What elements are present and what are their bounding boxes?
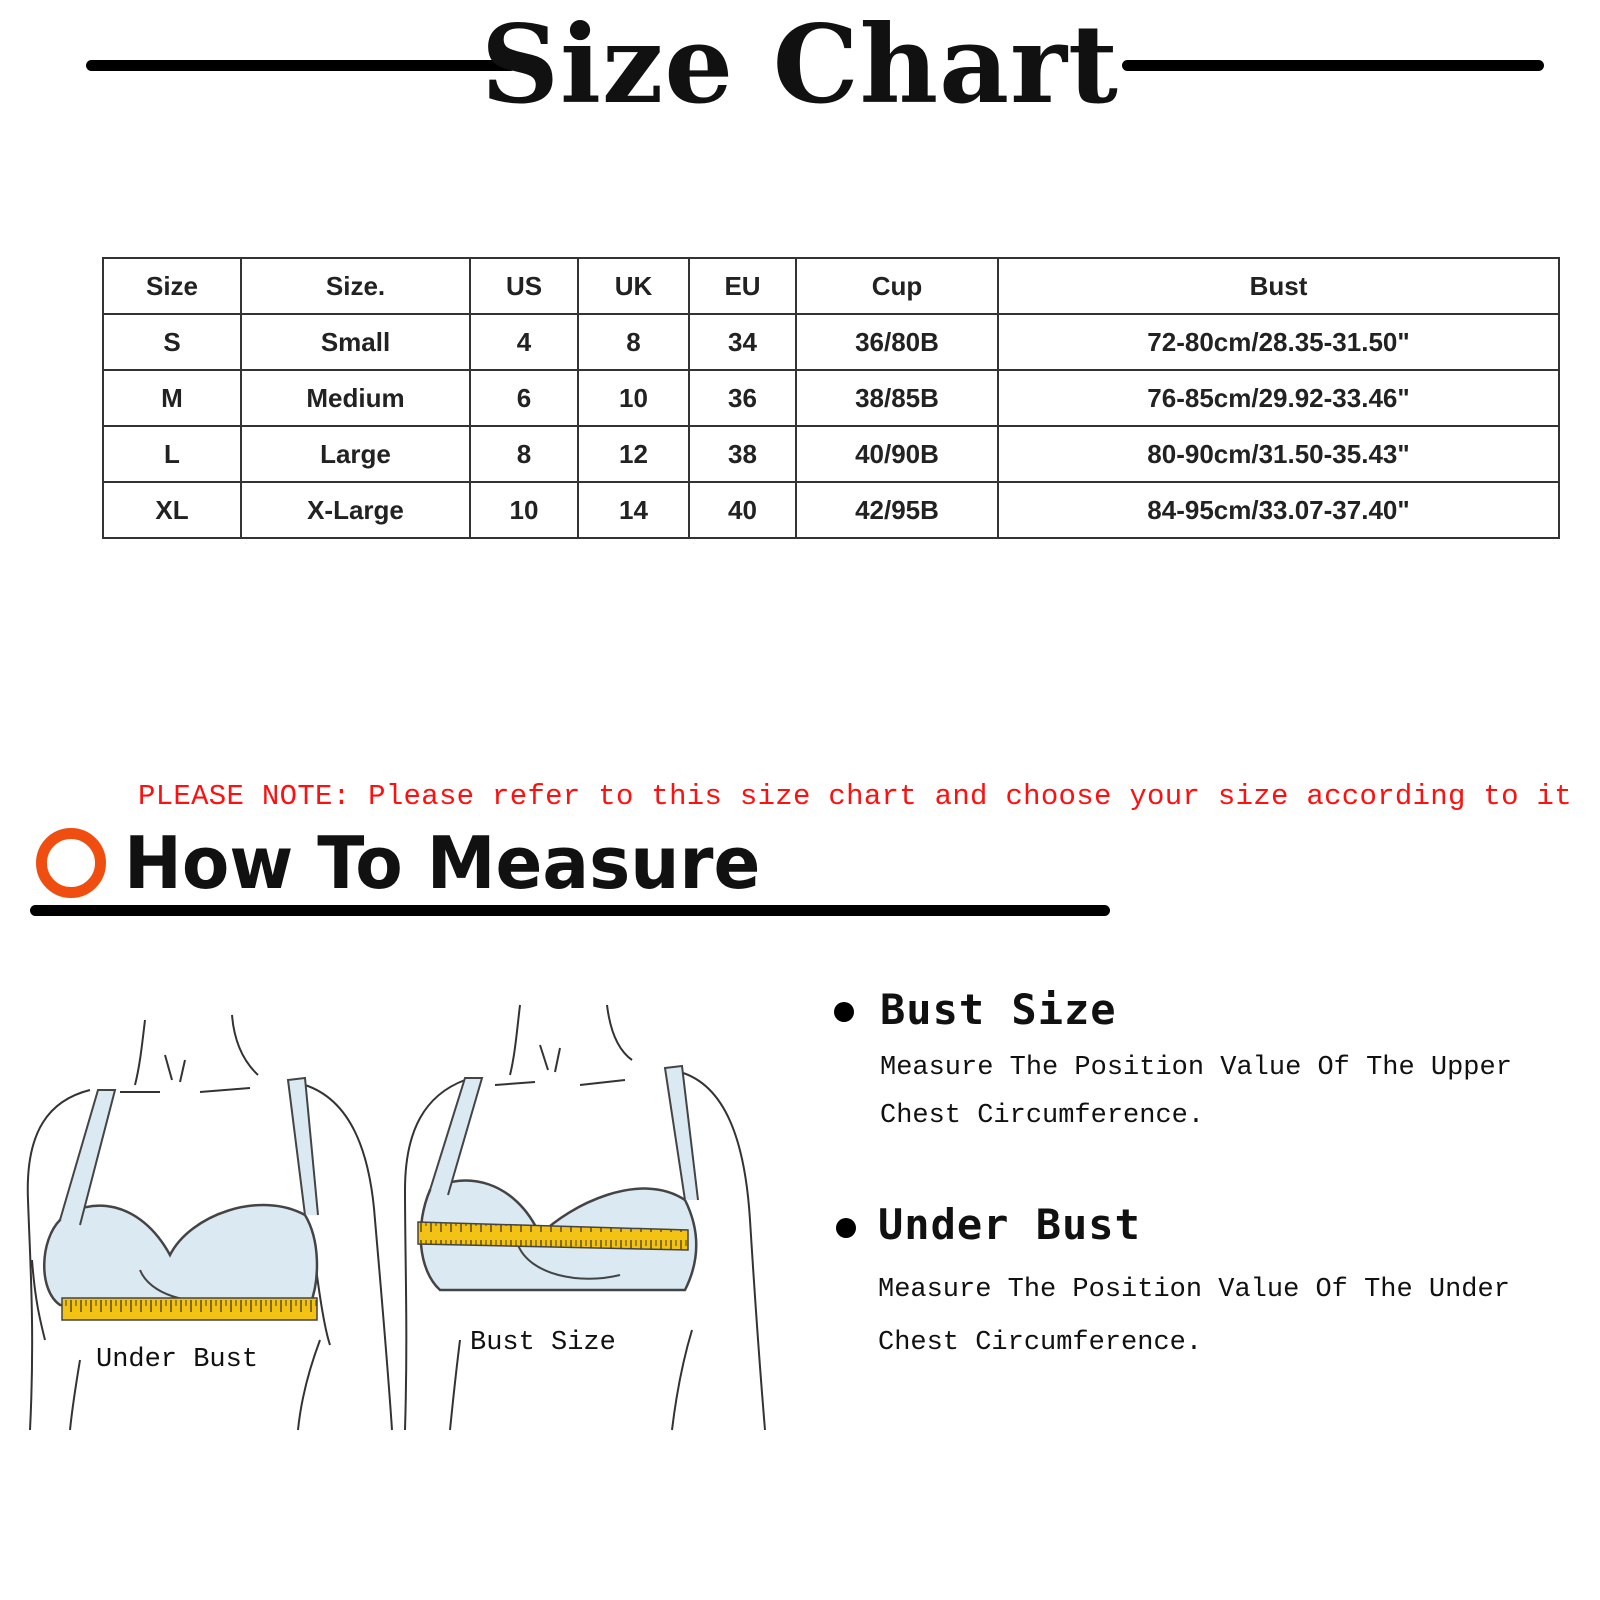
under-bust-bra — [44, 1078, 318, 1320]
table-cell: Large — [241, 426, 470, 482]
table-cell: 76-85cm/29.92-33.46" — [998, 370, 1559, 426]
bust-size-bra — [418, 1066, 698, 1290]
bust-size-description-line2: Chest Circumference. — [880, 1101, 1205, 1131]
column-header-size: Size — [103, 258, 241, 314]
bust-size-figure-label: Bust Size — [470, 1328, 616, 1358]
table-cell: 36 — [689, 370, 796, 426]
under-bust-description-line1: Measure The Position Value Of The Under — [878, 1275, 1510, 1305]
column-header-us: US — [470, 258, 578, 314]
orange-ring-icon — [36, 828, 106, 898]
table-cell: L — [103, 426, 241, 482]
table-cell: 10 — [470, 482, 578, 538]
title-rule-right — [1122, 60, 1544, 71]
table-cell: 38 — [689, 426, 796, 482]
table-row — [103, 314, 1559, 370]
bullet-icon — [834, 1002, 854, 1022]
table-cell: 38/85B — [796, 370, 998, 426]
bust-size-description-line1: Measure The Position Value Of The Upper — [880, 1053, 1512, 1083]
measuring-tape — [62, 1298, 317, 1320]
table-cell: M — [103, 370, 241, 426]
table-cell: S — [103, 314, 241, 370]
table-row — [103, 370, 1559, 426]
measurement-figures — [20, 1000, 810, 1470]
table-row — [103, 482, 1559, 538]
table-cell: 14 — [578, 482, 689, 538]
table-cell: 42/95B — [796, 482, 998, 538]
table-cell: 36/80B — [796, 314, 998, 370]
table-cell: 40 — [689, 482, 796, 538]
table-header-row — [103, 258, 1559, 314]
bust-size-heading: Bust Size — [880, 985, 1117, 1034]
table-cell: 8 — [470, 426, 578, 482]
table-cell: X-Large — [241, 482, 470, 538]
table-cell: 4 — [470, 314, 578, 370]
table-cell: 10 — [578, 370, 689, 426]
bra-illustrations — [20, 1000, 810, 1470]
size-table — [102, 257, 1560, 539]
table-cell: Medium — [241, 370, 470, 426]
under-bust-heading: Under Bust — [878, 1200, 1141, 1249]
table-cell: 12 — [578, 426, 689, 482]
table-cell: 72-80cm/28.35-31.50" — [998, 314, 1559, 370]
table-row — [103, 426, 1559, 482]
table-cell: 80-90cm/31.50-35.43" — [998, 426, 1559, 482]
column-header-bust: Bust — [998, 258, 1559, 314]
bullet-icon — [836, 1218, 856, 1238]
page-title: Size Chart — [481, 2, 1119, 128]
column-header-cup: Cup — [796, 258, 998, 314]
table-cell: XL — [103, 482, 241, 538]
how-to-measure-title: How To Measure — [124, 821, 761, 905]
column-header-size-name: Size. — [241, 258, 470, 314]
table-cell: 40/90B — [796, 426, 998, 482]
table-cell: 34 — [689, 314, 796, 370]
size-note: PLEASE NOTE: Please refer to this size chart and choose your size according to it — [138, 780, 1572, 813]
table-cell: 8 — [578, 314, 689, 370]
table-cell: Small — [241, 314, 470, 370]
table-cell: 84-95cm/33.07-37.40" — [998, 482, 1559, 538]
measure-rule — [30, 905, 1110, 916]
table-cell: 6 — [470, 370, 578, 426]
under-bust-figure-label: Under Bust — [96, 1345, 259, 1375]
column-header-uk: UK — [578, 258, 689, 314]
column-header-eu: EU — [689, 258, 796, 314]
under-bust-description-line2: Chest Circumference. — [878, 1328, 1203, 1358]
